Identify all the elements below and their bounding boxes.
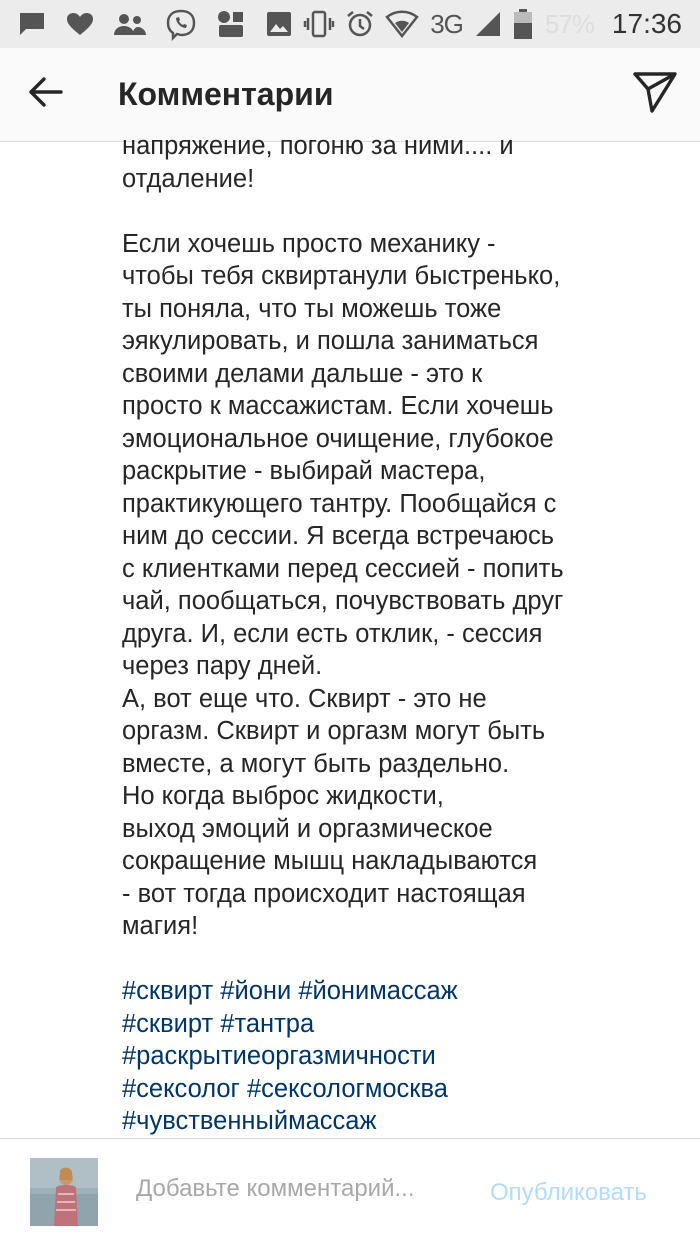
comment-line: чай, пообщаться, почувствовать друг — [122, 587, 564, 615]
arrow-left-icon — [27, 76, 63, 113]
hashtag-line — [122, 1040, 682, 1073]
comment-line: чтобы тебя сквиртанули быстренько, — [122, 262, 561, 290]
comment-line: вместе, а могут быть раздельно. — [122, 749, 510, 778]
comment-line: просто к массажистам. Если хочешь — [122, 392, 554, 420]
comment-line: Если хочешь просто механику - — [122, 229, 496, 258]
vibrate-icon — [304, 11, 334, 37]
comment-composer — [0, 1138, 700, 1244]
back-button[interactable] — [0, 48, 90, 142]
page-title: Комментарии — [118, 76, 334, 112]
comment-line: эмоциональное очищение, глубокое — [122, 424, 554, 453]
comment-line: раскрытие - выбирай мастера, — [122, 457, 486, 485]
viber-icon — [166, 9, 196, 39]
comment-line: ты поняла, что ты можешь тоже — [122, 294, 502, 323]
chat-icon — [18, 11, 46, 37]
hashtag-line — [122, 975, 682, 1008]
comment-line: сокращение мышц накладываются — [122, 847, 538, 875]
comment-line: друга. И, если есть отклик, - сессия — [122, 619, 543, 648]
clock: 17:36 — [611, 8, 682, 39]
hashtag-link[interactable]: #йонимассаж — [298, 977, 458, 1005]
hashtag-link[interactable]: #сексолог — [122, 1074, 240, 1103]
network-label: 3G — [430, 8, 463, 39]
status-bar — [0, 0, 700, 48]
wifi-icon — [386, 11, 418, 37]
comments-list[interactable] — [0, 132, 700, 1138]
app-icon — [216, 9, 246, 39]
comment-line: оргазм. Сквирт и оргазм могут быть — [122, 717, 546, 745]
hashtag-link[interactable]: #сквирт — [122, 977, 214, 1005]
signal-icon — [475, 11, 501, 37]
system-icons — [304, 8, 682, 40]
battery-icon — [513, 9, 533, 39]
send-button[interactable] — [610, 48, 700, 142]
paragraph-gap — [122, 943, 682, 976]
hashtag-link[interactable]: #сексологмосква — [246, 1074, 448, 1103]
comment-line: практикующего тантру. Пообщайся с — [122, 489, 557, 518]
alarm-icon — [346, 10, 374, 38]
comment-line: с клиентками перед сессией - попить — [122, 554, 564, 583]
hashtag-line — [122, 1105, 682, 1138]
hashtag-line — [122, 1008, 682, 1041]
hashtag-link[interactable]: #йони — [220, 977, 292, 1005]
comment-line: напряжение, погоню за ними.... и — [122, 132, 514, 160]
comment-input[interactable] — [136, 1175, 476, 1203]
comment-line: - вот тогда происходит настоящая — [122, 879, 526, 908]
heart-icon — [66, 12, 94, 36]
comment-line: А, вот еще что. Сквирт - это не — [122, 684, 487, 713]
hashtag-link[interactable]: #сквирт — [122, 1009, 214, 1038]
comment-line: отдаление! — [122, 164, 255, 193]
hashtag-link[interactable]: #чувственныймассаж — [122, 1107, 377, 1135]
app-header — [0, 48, 700, 142]
image-icon — [266, 11, 292, 37]
comment-line: через пару дней. — [122, 652, 323, 680]
comment-line: выход эмоций и оргазмическое — [122, 814, 493, 843]
battery-percent: 57% — [544, 8, 594, 39]
send-icon — [632, 71, 678, 118]
comment-line: своими делами дальше - это к — [122, 359, 483, 388]
comment-line: ним до сессии. Я всегда встречаюсь — [122, 522, 555, 550]
comment-text — [122, 130, 682, 1170]
avatar — [30, 1158, 98, 1226]
comment-line: магия! — [122, 912, 199, 940]
publish-button[interactable]: Опубликовать — [490, 1179, 647, 1206]
hashtag-link[interactable]: #тантра — [220, 1009, 315, 1038]
comment-line: Но когда выброс жидкости, — [122, 782, 444, 810]
comment-line: эякулировать, и пошла заниматься — [122, 327, 539, 355]
hashtag-link[interactable]: #раскрытиеоргазмичности — [122, 1042, 436, 1070]
hashtag-line — [122, 1073, 682, 1106]
people-icon — [114, 13, 146, 35]
notification-icons — [18, 9, 304, 39]
paragraph-gap — [122, 195, 682, 228]
